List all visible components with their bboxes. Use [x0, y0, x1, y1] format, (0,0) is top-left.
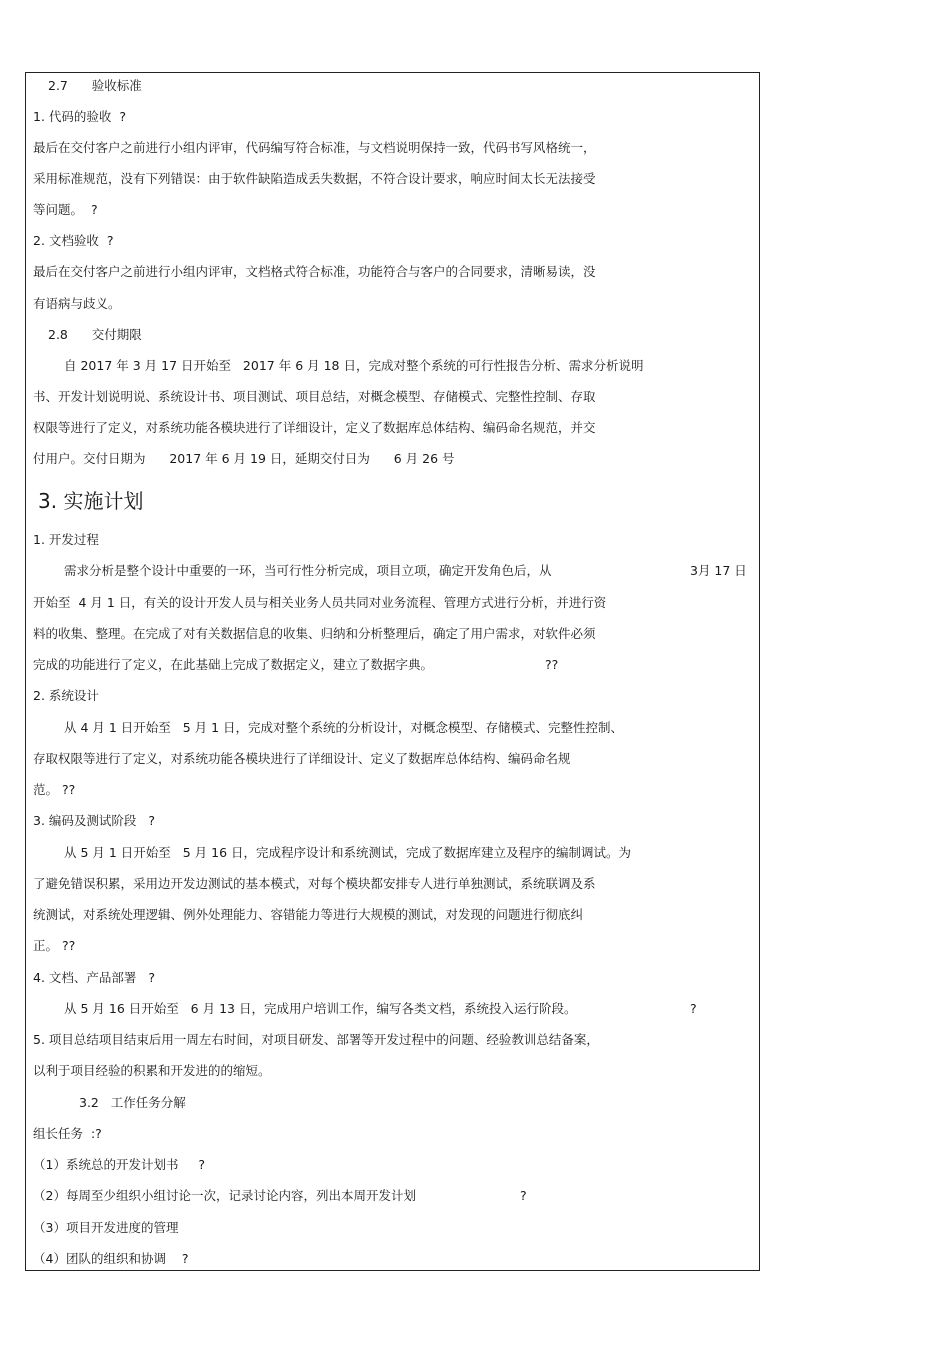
paragraph-line: 等问题。 ? [33, 202, 98, 217]
section-heading-2-8: 2.8 交付期限 [48, 327, 142, 342]
subsection-heading: 2. 文档验收 ? [33, 233, 114, 248]
list-item: （4）团队的组织和协调 ? [33, 1251, 189, 1266]
list-item: （2）每周至少组织小组讨论一次，记录讨论内容，列出本周开发计划 [33, 1188, 416, 1203]
paragraph-line: 权限等进行了定义，对系统功能各模块进行了详细设计，定义了数据库总体结构、编码命名规范，并交 [33, 420, 596, 435]
paragraph-line: 了避免错误积累，采用边开发边测试的基本模式，对每个模块都安排专人进行单独测试，系统联调及系 [33, 876, 596, 891]
paragraph-line: 有语病与歧义。 [33, 296, 121, 311]
paragraph-line: 统测试，对系统处理逻辑、例外处理能力、容错能力等进行大规模的测试，对发现的问题进行彻底纠 [33, 907, 584, 922]
paragraph-line: 付用户。交付日期为 2017 年 6 月 19 日，延期交付日为 6 月 26 号 [33, 451, 455, 466]
paragraph-line: 书、开发计划说明说、系统设计书、项目测试、项目总结，对概念模型、存储模式、完整性控制、存取 [33, 389, 596, 404]
paragraph-line: 最后在交付客户之前进行小组内评审，代码编写符合标准，与文档说明保持一致，代码书写风格统一， [33, 140, 596, 155]
list-item: （3）项目开发进度的管理 [33, 1220, 179, 1235]
paragraph-line: 需求分析是整个设计中重要的一环，当可行性分析完成，项目立项，确定开发角色后，从 [64, 563, 552, 578]
paragraph-line: 正。 ?? [33, 938, 76, 953]
paragraph-line: 自 2017 年 3 月 17 日开始至 2017 年 6 月 18 日，完成对整个系统的可行性报告分析、需求分析说明 [64, 358, 644, 373]
paragraph-line: 从 5 月 16 日开始至 6 月 13 日，完成用户培训工作，编写各类文档，系统投入运行阶段。 [64, 1001, 577, 1016]
section-heading-2-7: 2.7 验收标准 [48, 78, 142, 93]
paragraph-line: 存取权限等进行了定义，对系统功能各模块进行了详细设计、定义了数据库总体结构、编码命名规 [33, 751, 571, 766]
chapter-title: 3. 实施计划 [38, 489, 144, 513]
paragraph-line: 从 4 月 1 日开始至 5 月 1 日，完成对整个系统的分析设计，对概念模型、存储模式、完整性控制、 [64, 720, 624, 735]
paragraph-line-fragment: ?? [545, 657, 559, 672]
section-heading-3-2: 3.2 工作任务分解 [79, 1095, 186, 1110]
subsection-heading: 1. 代码的验收 ? [33, 109, 126, 124]
subsection-heading: 2. 系统设计 [33, 688, 99, 703]
paragraph-line: 采用标准规范，没有下列错误：由于软件缺陷造成丢失数据，不符合设计要求，响应时间太长无法接受 [33, 171, 596, 186]
subsection-heading: 4. 文档、产品部署 ? [33, 970, 155, 985]
paragraph-line: 最后在交付客户之前进行小组内评审，文档格式符合标准，功能符合与客户的合同要求，清晰易读，没 [33, 264, 596, 279]
paragraph-line: 从 5 月 1 日开始至 5 月 16 日，完成程序设计和系统测试，完成了数据库建立及程序的编制调试。为 [64, 845, 632, 860]
paragraph-line: 开始至 4 月 1 日，有关的设计开发人员与相关业务人员共同对业务流程、管理方式进行分析，并进行资 [33, 595, 607, 610]
subsection-heading: 组长任务 :? [33, 1126, 102, 1141]
paragraph-line: 范。 ?? [33, 782, 76, 797]
subsection-heading: 1. 开发过程 [33, 532, 99, 547]
paragraph-line: 5. 项目总结项目结束后用一周左右时间，对项目研发、部署等开发过程中的问题、经验教训总结备案， [33, 1032, 599, 1047]
paragraph-line-fragment: ? [690, 1001, 697, 1016]
paragraph-line: 完成的功能进行了定义，在此基础上完成了数据定义，建立了数据字典。 [33, 657, 434, 672]
paragraph-line: 料的收集、整理。在完成了对有关数据信息的收集、归纳和分析整理后，确定了用户需求，对软件必须 [33, 626, 596, 641]
subsection-heading: 3. 编码及测试阶段 ? [33, 813, 155, 828]
paragraph-line-fragment: 3月 17 日 [690, 563, 747, 578]
list-item: （1）系统总的开发计划书 ? [33, 1157, 205, 1172]
paragraph-line: 以利于项目经验的积累和开发进的的缩短。 [33, 1063, 271, 1078]
list-item-fragment: ? [520, 1188, 527, 1203]
